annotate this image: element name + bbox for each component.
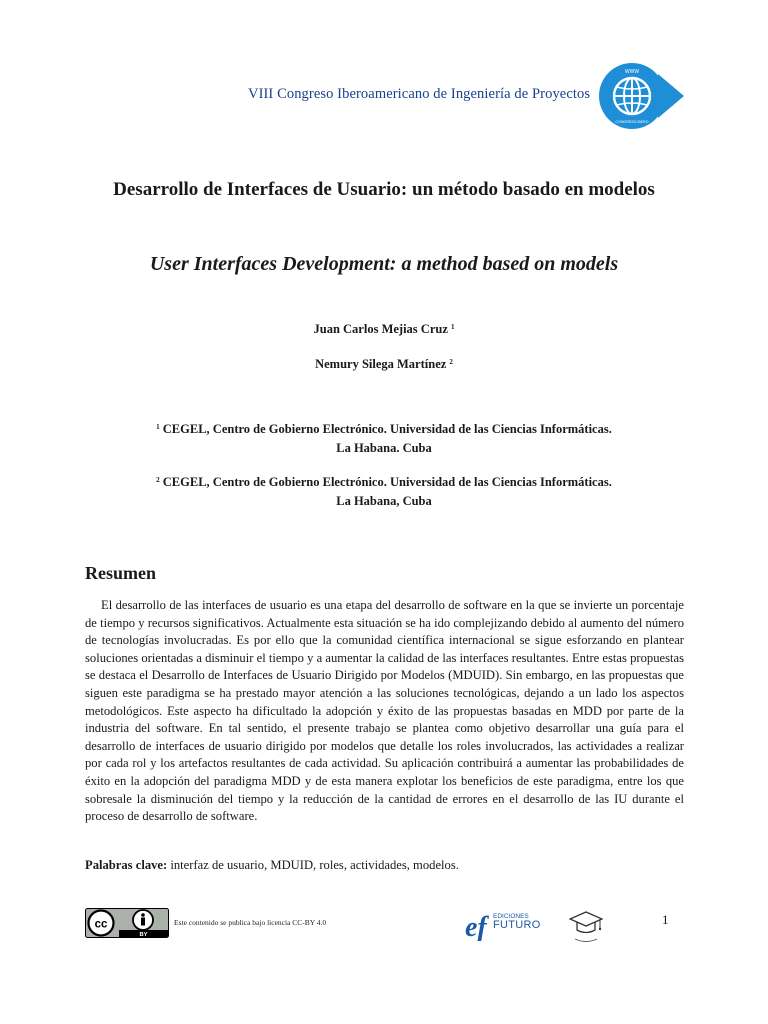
author-affil-mark: 2 <box>449 358 453 366</box>
publisher-small: EDICIONES <box>493 913 529 920</box>
paper-title-es: Desarrollo de Interfaces de Usuario: un método basado en modelos <box>113 179 655 200</box>
affiliation-1 <box>90 418 678 458</box>
abstract-heading: Resumen <box>85 563 156 583</box>
affiliation-line: CEGEL, Centro de Gobierno Electrónico. Universidad de las Ciencias Informáticas. <box>162 422 612 436</box>
publisher-big: FUTURO <box>493 919 541 931</box>
keywords <box>85 858 459 873</box>
affiliation-line: La Habana. Cuba <box>336 441 432 455</box>
svg-text:ef: ef <box>465 912 487 941</box>
affiliation-line: CEGEL, Centro de Gobierno Electrónico. Universidad de las Ciencias Informáticas. <box>162 475 612 489</box>
author-1 <box>90 322 678 337</box>
publisher-label <box>493 912 541 930</box>
cc-by-license-icon[interactable] <box>85 908 169 938</box>
globe-logo-icon <box>598 62 684 130</box>
page-number: 1 <box>662 912 669 927</box>
affiliation-mark: 2 <box>156 476 160 484</box>
conference-title: VIII Congreso Iberoamericano de Ingeniería de Proyectos <box>248 86 591 102</box>
keywords-value: interfaz de usuario, MDUID, roles, actividades, modelos. <box>170 858 459 872</box>
affiliation-2 <box>90 471 678 511</box>
author-affil-mark: 1 <box>451 323 455 331</box>
keywords-label: Palabras clave: <box>85 858 168 872</box>
author-name: Juan Carlos Mejias Cruz <box>313 322 448 336</box>
author-name: Nemury Silega Martínez <box>315 357 447 371</box>
abstract-text: El desarrollo de las interfaces de usuario es una etapa del desarrollo de software en la que se invierte un porcentaje de tiempo y recursos significativos. Actualmente esta situación se ha ido complejizando debido al aumento del número de tecnologías involucradas. Es por ello que la comunidad científica internacional se sigue esforzando en plantear soluciones orientadas a disminuir el tiempo y a aumentar la calidad de las interfaces resultantes. Entre estas propuestas se destaca el Desarrollo de Interfaces de Usuario Dirigido por Modelos (MDUID). Sin embargo, en las propuestas que siguen este paradigma se ha prestado mayor atención a las soluciones tecnológicas, dejando a un lado los aspectos metodológicos. Este aspecto ha dificultado la adopción y éxito de las propuestas basadas en MDD por parte de la industria del software. En tal sentido, el presente trabajo se plantea como objetivo desarrollar una guía para el desarrollo de interfaces de usuario dirigido por modelos que detalle los roles involucrados, las actividades a realizar por cada rol y los artefactos resultantes de cada actividad. Su aplicación contribuirá a aumentar las probabilidades de éxito en la adopción del paradigma MDD y de esta manera explotar los beneficios de este paradigma, entre los que sobresale la disminución del tiempo y la reducción de la cantidad de errores en el desarrollo de las IU durante el proceso de desarrollo de software. <box>85 598 684 824</box>
affiliation-line: La Habana, Cuba <box>336 494 432 508</box>
license-text: Este contenido se publica bajo licencia CC-BY 4.0 <box>174 918 327 927</box>
cc-by-label: BY <box>139 932 148 938</box>
author-2 <box>90 357 678 372</box>
logo-bottom-text: CONGRESO IBERO <box>615 120 649 124</box>
paper-title-en: User Interfaces Development: a method based on models <box>149 253 619 275</box>
logo-top-text: WWW <box>624 69 640 75</box>
svg-text:cc: cc <box>94 918 108 931</box>
affiliation-mark: 1 <box>156 423 160 431</box>
graduation-cap-logo-icon <box>569 908 603 944</box>
